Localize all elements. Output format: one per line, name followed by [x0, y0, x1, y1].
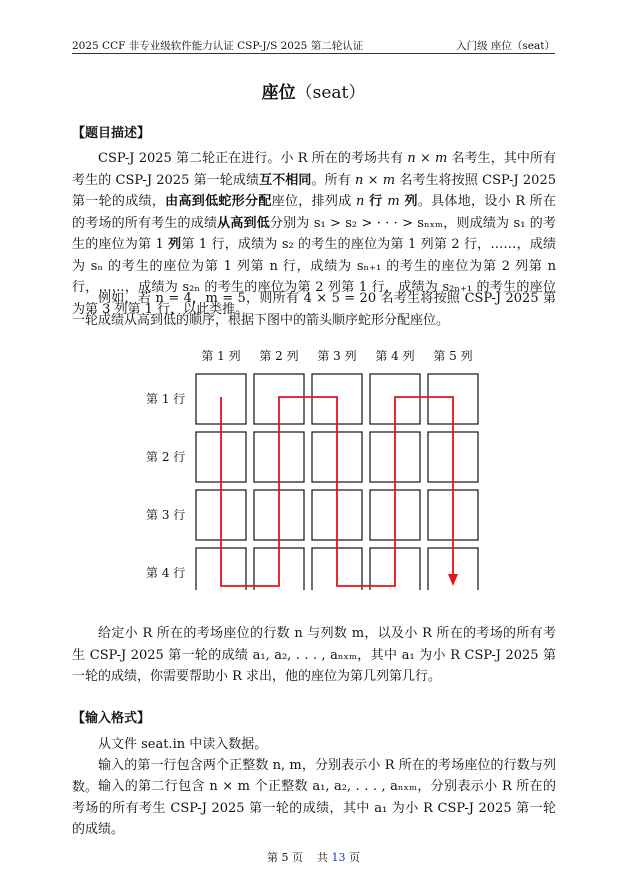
row-label: 第 4 行: [146, 566, 186, 580]
footer-total-link[interactable]: 13: [331, 851, 346, 864]
footer-suffix: 页: [345, 851, 360, 864]
column-label: 第 1 列: [201, 349, 241, 363]
arrow-head-icon: [448, 574, 458, 586]
text: 。所有: [311, 172, 356, 188]
bold-text: 由高到低蛇形分配: [165, 194, 272, 209]
text: 分别为 s₁ > s₂ > · · · > sₙₓₘ，则成绩为 s₁ 的考生的座位为第 1: [72, 215, 556, 252]
page-title: [0, 78, 627, 103]
math: n × m: [407, 151, 448, 166]
footer-mid: 共: [317, 851, 332, 864]
snake-arrow-path: [221, 397, 453, 586]
bold-text: 列: [399, 194, 418, 209]
bold-text: 行: [364, 194, 388, 209]
column-label: 第 5 列: [433, 349, 473, 363]
math: n × m: [355, 172, 396, 188]
footer-page: 第 5 页: [267, 851, 303, 864]
title-sub: （seat）: [295, 83, 366, 103]
section-input-heading: 【输入格式】: [72, 711, 151, 726]
page-header: [72, 38, 555, 54]
bold-text: 从高到低: [217, 215, 270, 231]
row-label: 第 1 行: [146, 392, 186, 406]
section-description-heading: 【题目描述】: [72, 126, 151, 141]
input-line-2: 输入的第一行包含两个正整数 n, m，分别表示小 R 所在的考场座位的行数与列数。: [72, 758, 556, 795]
header-right: 入门级 座位（seat）: [456, 40, 555, 52]
row-label: 第 3 行: [146, 508, 186, 522]
bold-text: 列: [168, 237, 182, 252]
row-label: 第 2 行: [146, 450, 186, 464]
column-label: 第 3 列: [317, 349, 357, 363]
column-label: 第 2 列: [259, 349, 299, 363]
header-left: 2025 CCF 非专业级软件能力认证 CSP-J/S 2025 第二轮认证: [72, 40, 364, 52]
description-paragraph-2: 例如，若 n = 4，m = 5，则所有 4 × 5 = 20 名考生将按照 CSP-J 2025 第一轮成绩从高到低的顺序，根据下图中的箭头顺序蛇形分配座位。: [72, 291, 556, 328]
seat-diagram: [0, 340, 627, 590]
column-label: 第 4 列: [375, 349, 415, 363]
text: CSP-J 2025 第二轮正在进行。小 R 所在的考场共有: [98, 151, 408, 166]
text: 名考生，其中所有考生的 CSP-J 2025 第一轮成绩: [72, 151, 556, 188]
input-line-3: 输入的第二行包含 n × m 个正整数 a₁, a₂, . . . , aₙₓₘ，分别表示小 R 所在的考场的所有考生 CSP-J 2025 第一轮的成绩，其中 a₁ 为小 R CSP-J 2025 第一轮的成绩。: [72, 779, 556, 837]
text: 第 1 行，成绩为 s₂ 的考生的座位为第 1 列第 2 行，……，成绩为 sₙ 的考生的座位为第 1 列第 n 行，成绩为 sₙ₊₁ 的考生的座位为第 2 列第 n 行，……，成绩为 s₂ₙ 的考生的座位为第 2 列第 1 行，成绩为 s₂ₙ₊₁ 的考生的座位为第 3 列第 1 行，以此类推。: [72, 237, 556, 317]
text: 名考生将按照 CSP-J 2025 第一轮的成绩，: [72, 172, 556, 209]
text: 。具体地，设小 R 所在的考场的所有考生的成绩: [72, 194, 556, 231]
description-paragraph-3: 给定小 R 所在的考场座位的行数 n 与列数 m，以及小 R 所在的考场的所有考生 CSP-J 2025 第一轮的成绩 a₁, a₂, . . . , aₙₓₘ，其中 a₁ 为小 R CSP-J 2025 第一轮的成绩，你需要帮助小 R 求出，他的座位为第几列第几行。: [72, 626, 556, 684]
title-main: 座位: [261, 83, 296, 103]
bold-text: 互不相同: [259, 172, 312, 188]
text: 座位，排列成: [271, 194, 356, 209]
math: n: [355, 194, 365, 209]
math: m: [387, 194, 400, 209]
input-line-1: 从文件 seat.in 中读入数据。: [98, 737, 268, 752]
page-footer: [0, 849, 627, 865]
